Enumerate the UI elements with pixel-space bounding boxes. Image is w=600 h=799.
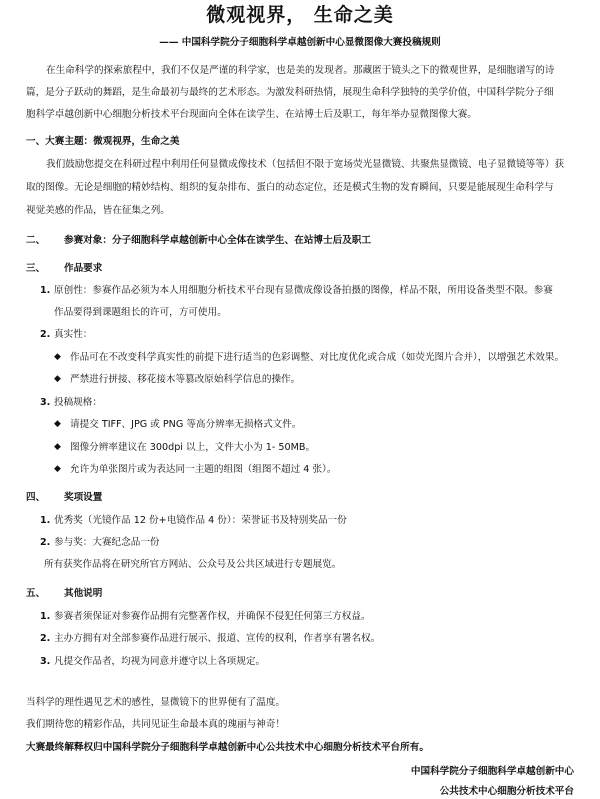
diamond-bullet-icon: ◆ <box>54 374 61 384</box>
diamond-bullet-icon: ◆ <box>54 352 61 362</box>
intro-line-3: 胞科学卓越创新中心细胞分析技术平台现面向全体在读学生、在站博士后及职工，每年举办显微图像大赛。 <box>26 109 477 120</box>
section3-item3-bullet-3: 允许为单张图片或为表达同一主题的组图（组图不超过 4 张）。 <box>70 464 337 475</box>
diamond-bullet-icon: ◆ <box>54 464 61 474</box>
section3-item1-line-1: 原创性：参赛作品必须为本人用细胞分析技术平台现有显微成像设备拍摄的图像，样品不限，所用设备类型不限。参赛 <box>54 285 553 296</box>
closing-line-3: 大赛最终解释权归中国科学院分子细胞科学卓越创新中心公共技术中心细胞分析技术平台所有。 <box>26 742 429 753</box>
section5-item2-number: 2. <box>40 633 51 644</box>
section3-item3-label: 投稿规格： <box>54 397 102 408</box>
section3-number: 三、 <box>26 263 46 274</box>
section3-heading: 作品要求 <box>64 263 103 274</box>
signature-line-2: 公共技术中心细胞分析技术平台 <box>439 786 574 797</box>
section3-item1-number: 1. <box>40 285 51 296</box>
section3-item2-bullet-1: 作品可在不改变科学真实性的前提下进行适当的色彩调整、对比度优化或合成（如荧光图片合并），以增强艺术效果。 <box>70 352 565 363</box>
section4-note: 所有获奖作品将在研究所官方网站、公众号及公共区域进行专题展览。 <box>44 559 342 570</box>
section2-text: 参赛对象：分子细胞科学卓越创新中心全体在读学生、在站博士后及职工 <box>64 235 371 246</box>
section1-line-2: 取的图像。无论是细胞的精妙结构、组织的复杂排布、蛋白的动态定位，还是模式生物的发育瞬间，只要是能展现生命科学与 <box>26 182 554 193</box>
section1-heading: 一、大赛主题：微观视界，生命之美 <box>26 136 180 147</box>
section5-number: 五、 <box>26 588 46 599</box>
section4-item2-text: 参与奖：大赛纪念品一份 <box>54 537 160 548</box>
signature-line-1: 中国科学院分子细胞科学卓越创新中心 <box>410 766 574 777</box>
document-subtitle: —— 中国科学院分子细胞科学卓越创新中心显微图像大赛投稿规则 <box>159 37 441 48</box>
section5-item1-number: 1. <box>40 611 51 622</box>
section5-item3-number: 3. <box>40 656 51 667</box>
closing-line-2: 我们期待您的精彩作品，共同见证生命最本真的瑰丽与神奇！ <box>26 719 286 730</box>
section4-heading: 奖项设置 <box>64 492 103 503</box>
section4-item2-number: 2. <box>40 537 51 548</box>
section5-item1-text: 参赛者须保证对参赛作品拥有完整著作权，并确保不侵犯任何第三方权益。 <box>54 611 371 622</box>
section3-item2-label: 真实性： <box>54 329 93 340</box>
closing-line-1: 当科学的理性遇见艺术的感性，显微镜下的世界便有了温度。 <box>26 697 286 708</box>
section5-item3-text: 凡提交作品者，均视为同意并遵守以上各项规定。 <box>54 656 266 667</box>
section5-heading: 其他说明 <box>64 588 103 599</box>
diamond-bullet-icon: ◆ <box>54 442 61 452</box>
document-title: 微观视界， 生命之美 <box>206 4 394 26</box>
section1-line-3: 视觉美感的作品，皆在征集之列。 <box>26 205 170 216</box>
section4-number: 四、 <box>26 492 46 503</box>
section3-item3-number: 3. <box>40 397 51 408</box>
section4-item1-text: 优秀奖（光镜作品 12 份+电镜作品 4 份）：荣誉证书及特别奖品一份 <box>54 515 347 526</box>
section5-item2-text: 主办方拥有对全部参赛作品进行展示、报道、宣传的权利，作者享有署名权。 <box>54 633 381 644</box>
diamond-bullet-icon: ◆ <box>54 419 61 429</box>
section1-line-1: 我们鼓励您提交在科研过程中利用任何显微成像技术（包括但不限于宽场荧光显微镜、共聚焦显微镜、电子显微镜等等）获 <box>46 159 565 170</box>
intro-line-2: 篇，是分子跃动的舞蹈，是生命最初与最终的艺术形态。为激发科研热情，展现生命科学独特的美学价值，中国科学院分子细 <box>26 87 554 98</box>
section3-item1-line-2: 作品要得到课题组长的许可，方可使用。 <box>54 307 227 318</box>
section3-item3-bullet-1: 请提交 TIFF、JPG 或 PNG 等高分辨率无损格式文件。 <box>70 419 302 430</box>
section4-item1-number: 1. <box>40 515 51 526</box>
section3-item2-bullet-2: 严禁进行拼接、移花接木等篡改原始科学信息的操作。 <box>70 374 301 385</box>
intro-line-1: 在生命科学的探索旅程中，我们不仅是严谨的科学家，也是美的发现者。那藏匿于镜头之下的微观世界，是细胞谱写的诗 <box>46 65 555 76</box>
section3-item3-bullet-2: 图像分辨率建议在 300dpi 以上，文件大小为 1- 50MB。 <box>70 442 316 453</box>
section2-number: 二、 <box>26 235 46 246</box>
section3-item2-number: 2. <box>40 329 51 340</box>
